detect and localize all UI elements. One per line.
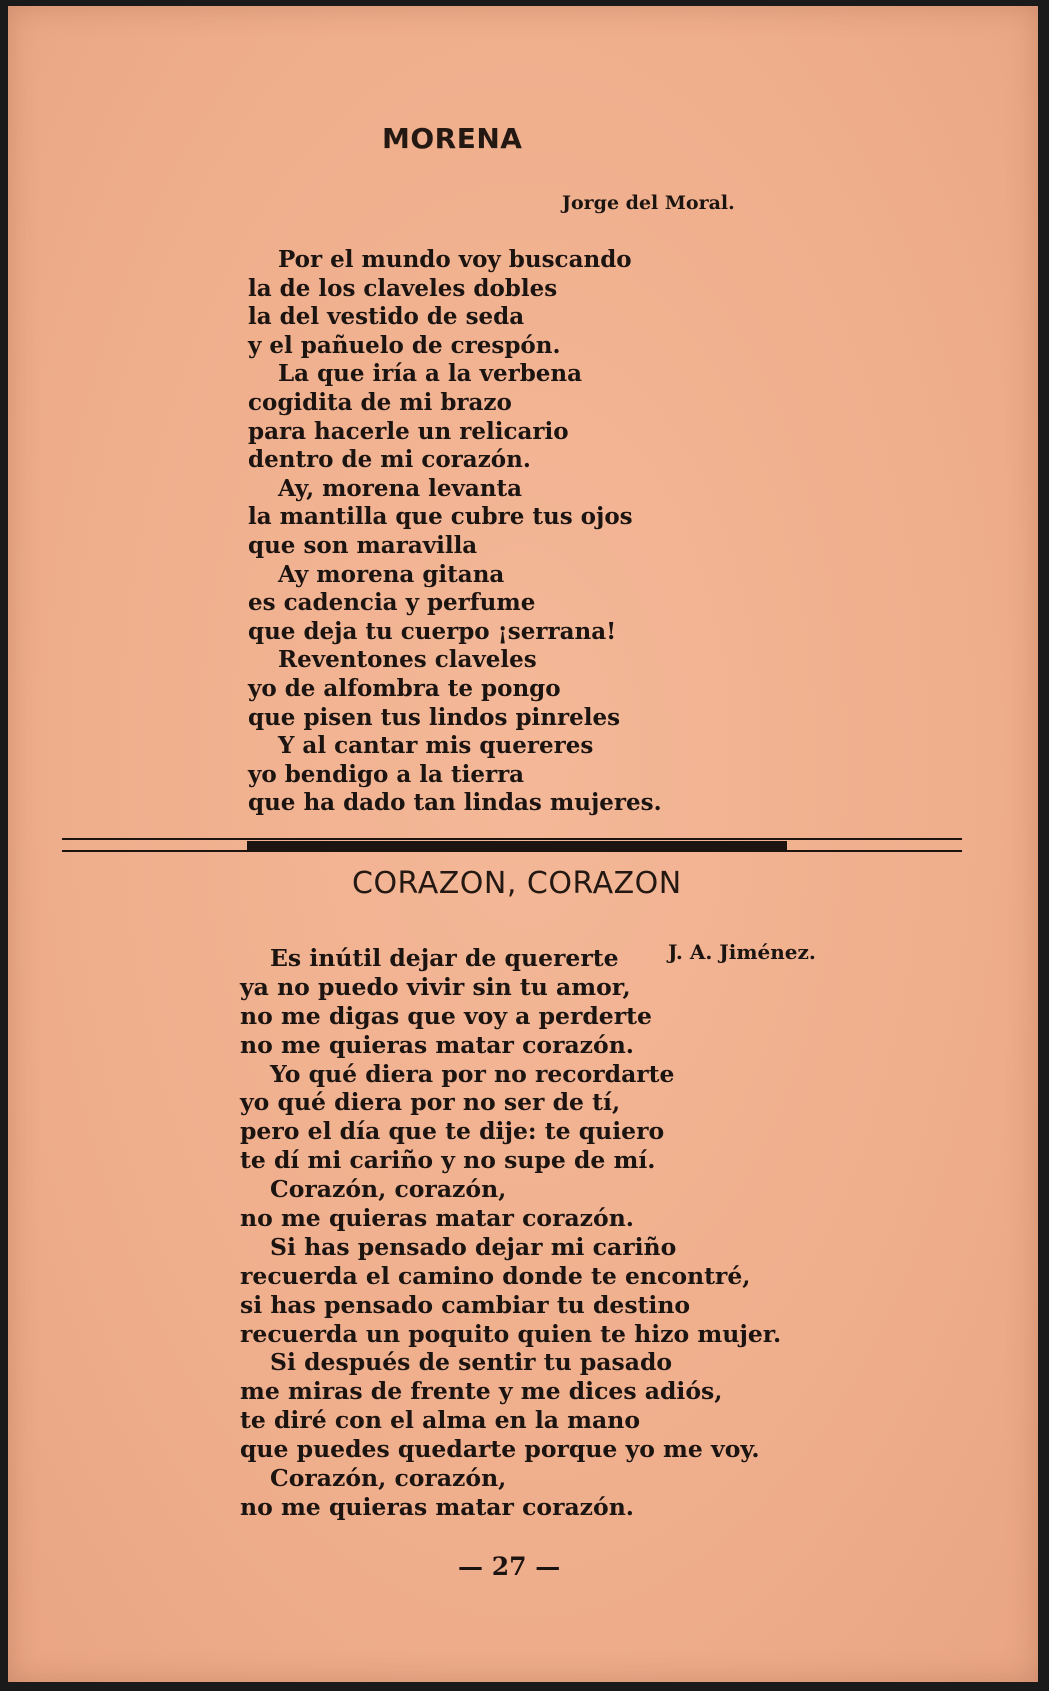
book-page xyxy=(8,6,1038,1682)
song-title-corazon: CORAZON, CORAZON xyxy=(352,866,682,901)
lyric-line: yo de alfombra te pongo xyxy=(248,674,561,702)
lyric-line: la de los claveles dobles xyxy=(248,274,558,302)
lyric-line: La que iría a la verbena xyxy=(278,360,583,388)
lyric-line: dentro de mi corazón. xyxy=(248,446,531,474)
lyric-line: no me quieras matar corazón. xyxy=(240,1030,634,1059)
song-title-morena: MORENA xyxy=(382,122,523,155)
divider-rule-top xyxy=(62,838,962,840)
song-lyrics-corazon xyxy=(240,944,781,1522)
lyric-line: cogidita de mi brazo xyxy=(248,388,512,416)
lyric-line: Por el mundo voy buscando xyxy=(278,246,632,273)
lyric-line: Reventones claveles xyxy=(278,646,537,674)
section-divider xyxy=(62,836,962,854)
lyric-line: Si después de sentir tu pasado xyxy=(270,1348,673,1377)
lyric-line: recuerda el camino donde te encontré, xyxy=(240,1261,751,1290)
lyric-line: la mantilla que cubre tus ojos xyxy=(248,503,633,531)
lyric-line: me miras de frente y me dices adiós, xyxy=(240,1377,723,1406)
lyric-line: recuerda un poquito quien te hizo mujer. xyxy=(240,1319,782,1348)
lyric-line: para hacerle un relicario xyxy=(248,417,569,445)
lyric-line: yo qué diera por no ser de tí, xyxy=(240,1088,621,1117)
song-author-morena: Jorge del Moral. xyxy=(562,192,735,214)
lyric-line: que ha dado tan lindas mujeres. xyxy=(248,789,662,817)
lyric-line: no me quieras matar corazón. xyxy=(240,1204,634,1233)
lyric-line: te diré con el alma en la mano xyxy=(240,1406,641,1435)
lyric-line: yo bendigo a la tierra xyxy=(248,760,525,788)
lyric-line: te dí mi cariño y no supe de mí. xyxy=(240,1146,656,1175)
lyric-line: Ay, morena levanta xyxy=(278,474,523,502)
lyric-line: si has pensado cambiar tu destino xyxy=(240,1290,691,1319)
lyric-line: que deja tu cuerpo ¡serrana! xyxy=(248,617,617,645)
song-author-corazon: J. A. Jiménez. xyxy=(668,940,816,964)
divider-rule-bottom xyxy=(62,850,962,852)
lyric-line: y el pañuelo de crespón. xyxy=(248,331,561,359)
lyric-line: que son maravilla xyxy=(248,531,478,559)
lyric-line: pero el día que te dije: te quiero xyxy=(240,1117,665,1146)
lyric-line: Corazón, corazón, xyxy=(270,1175,507,1204)
lyric-line: es cadencia y perfume xyxy=(248,589,536,617)
lyric-line: no me digas que voy a perderte xyxy=(240,1001,652,1030)
lyric-line: Y al cantar mis quereres xyxy=(278,732,594,760)
lyric-line: Si has pensado dejar mi cariño xyxy=(270,1232,677,1261)
lyric-line: no me quieras matar corazón. xyxy=(240,1492,634,1521)
song-lyrics-morena xyxy=(248,246,662,818)
lyric-line: que pisen tus lindos pinreles xyxy=(248,703,621,731)
page-number: — 27 — xyxy=(458,1552,561,1581)
lyric-line: la del vestido de seda xyxy=(248,303,525,331)
lyric-line: ya no puedo vivir sin tu amor, xyxy=(240,972,631,1001)
lyric-line: Es inútil dejar de quererte xyxy=(270,944,619,972)
lyric-line: Ay morena gitana xyxy=(278,560,505,588)
lyric-line: Yo qué diera por no recordarte xyxy=(270,1059,675,1088)
lyric-line: que puedes quedarte porque yo me voy. xyxy=(240,1435,760,1464)
lyric-line: Corazón, corazón, xyxy=(270,1464,507,1493)
